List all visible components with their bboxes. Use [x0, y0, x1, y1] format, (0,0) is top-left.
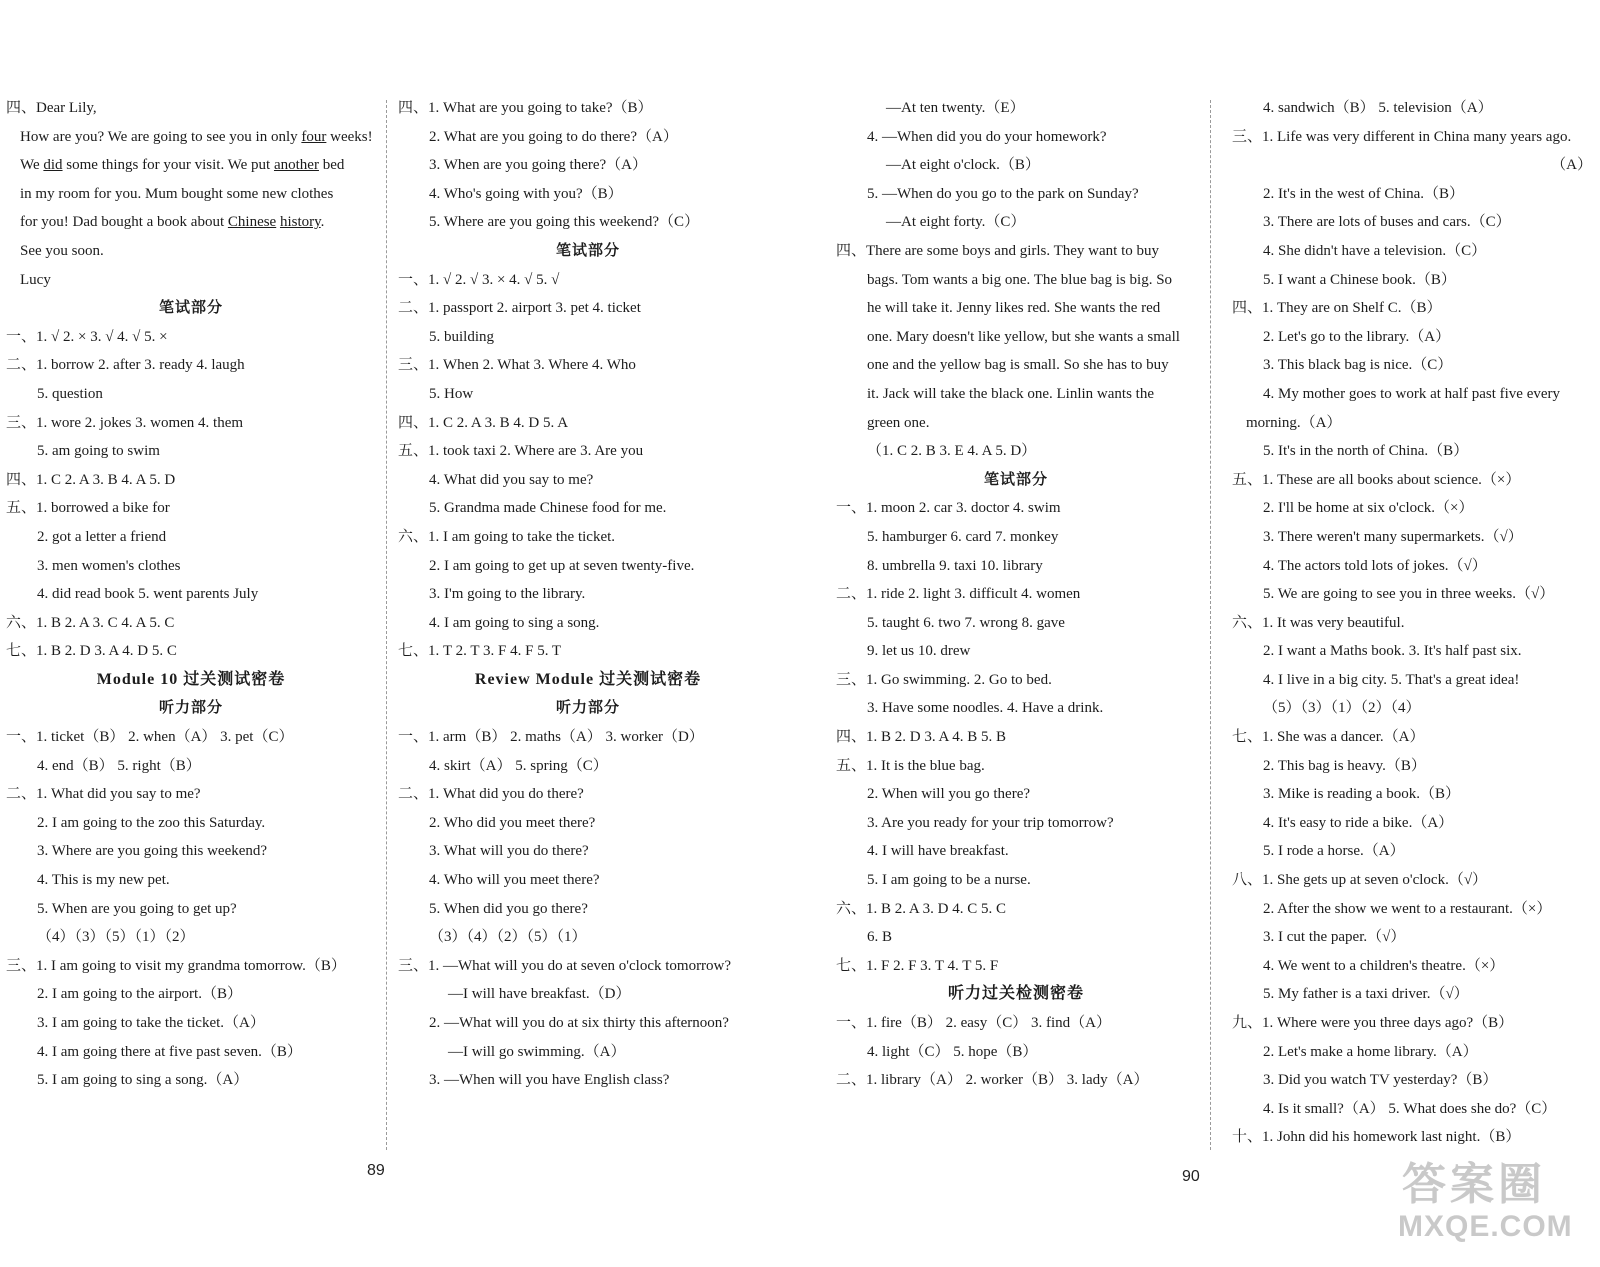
- answer-lines: [6, 294, 376, 1095]
- answer-line: 一、1. ticket（B） 2. when（A） 3. pet（C）: [6, 729, 294, 746]
- answer-line: 3. —When will you have English class?: [429, 1072, 670, 1089]
- answer-line: 2. Let's make a home library.（A）: [1263, 1043, 1478, 1060]
- answer-line: 5. taught 6. two 7. wrong 8. gave: [867, 614, 1065, 631]
- test-title: Module 10 过关测试密卷: [96, 670, 286, 688]
- answer-line: 3. I am going to take the ticket.（A）: [37, 1015, 265, 1031]
- answer-line: 三、1. Go swimming. 2. Go to bed.: [836, 671, 1052, 688]
- answer-line: 四、1. B 2. D 3. A 4. B 5. B: [836, 729, 1007, 746]
- answer-line: 五、1. These are all books about science.（×）: [1232, 471, 1521, 488]
- answer-line: 七、1. F 2. F 3. T 4. T 5. F: [836, 957, 999, 974]
- answer-line: 2. got a letter a friend: [37, 528, 167, 545]
- answer-line: 3. This black bag is nice.（C）: [1263, 357, 1453, 374]
- column-divider: [1210, 100, 1211, 1150]
- answer-line: 4. —When did you do your homework?: [867, 128, 1107, 145]
- answer-line: 8. umbrella 9. taxi 10. library: [867, 557, 1043, 574]
- answer-line: 七、1. B 2. D 3. A 4. D 5. C: [6, 643, 177, 660]
- answer-line: 5. I want a Chinese book.（B）: [1263, 271, 1456, 288]
- answer-line: 4. My mother goes to work at half past five every: [1263, 385, 1561, 402]
- answer-line: 5. building: [429, 328, 495, 345]
- answer-line: 4. Who's going with you?（B）: [429, 185, 623, 202]
- letter-line: for you! Dad bought a book about Chinese history.: [20, 214, 325, 231]
- answer-line: 2. I am going to the zoo this Saturday.: [37, 814, 266, 831]
- answer-line: 2. —What will you do at six thirty this afternoon?: [429, 1015, 729, 1031]
- answer-line: 4. Is it small?（A） 5. What does she do?（C）: [1263, 1100, 1557, 1117]
- answer-line: 4. The actors told lots of jokes.（√）: [1263, 557, 1487, 574]
- answer-line: 六、1. It was very beautiful.: [1232, 614, 1405, 631]
- column-2: [398, 94, 778, 1095]
- answer-line: —At ten twenty.（E）: [886, 100, 1025, 116]
- page-number-right: 90: [1182, 1168, 1200, 1185]
- answer-line: 三、1. —What will you do at seven o'clock tomorrow?: [398, 957, 732, 974]
- answer-line: 5. am going to swim: [37, 443, 160, 460]
- answer-line: 一、1. moon 2. car 3. doctor 4. swim: [836, 500, 1061, 517]
- answer-line: 二、1. borrow 2. after 3. ready 4. laugh: [6, 357, 245, 374]
- answer-line: 4. I am going to sing a song.: [429, 614, 600, 631]
- letter: [6, 94, 376, 294]
- answer-line: 4. skirt（A） 5. spring（C）: [429, 757, 608, 774]
- answer-line: 七、1. T 2. T 3. F 4. F 5. T: [398, 643, 562, 660]
- answer-line: 五、1. borrowed a bike for: [6, 500, 170, 517]
- letter-line: We did some things for your visit. We put another bed: [20, 157, 345, 174]
- answer-line: 四、1. C 2. A 3. B 4. D 5. A: [398, 414, 569, 431]
- answer-line: 5. When are you going to get up?: [37, 900, 237, 917]
- answer-line: 2. Let's go to the library.（A）: [1263, 328, 1451, 345]
- answer-line: 5. When did you go there?: [429, 900, 588, 917]
- answer-line: 4. I am going there at five past seven.（B）: [37, 1043, 302, 1060]
- answer-line: one and the yellow bag is small. So she has to buy: [867, 357, 1169, 374]
- answer-line: 3. Did you watch TV yesterday?（B）: [1263, 1072, 1498, 1089]
- answer-line: 一、1. √ 2. × 3. √ 4. √ 5. ×: [6, 328, 168, 345]
- answer-line: 5. I am going to be a nurse.: [867, 872, 1031, 889]
- answer-line: 八、1. She gets up at seven o'clock.（√）: [1232, 872, 1488, 889]
- answer-line: 六、1. I am going to take the ticket.: [398, 528, 616, 545]
- answer-line: 三、1. I am going to visit my grandma tomorrow.（B）: [6, 957, 346, 974]
- answer-line: 四、1. They are on Shelf C.（B）: [1232, 300, 1442, 317]
- section-title: 笔试部分: [158, 300, 223, 317]
- answer-line: （1. C 2. B 3. E 4. A 5. D）: [867, 443, 1037, 460]
- answer-line: —I will go swimming.（A）: [448, 1043, 626, 1060]
- answer-line: 3. Where are you going this weekend?: [37, 843, 268, 860]
- letter-line: How are you? We are going to see you in only four weeks!: [20, 128, 373, 145]
- answer-line: 2. I'll be home at six o'clock.（×）: [1263, 500, 1474, 517]
- answer-line: —At eight o'clock.（B）: [886, 157, 1040, 174]
- answer-line: 5. It's in the north of China.（B）: [1263, 443, 1469, 460]
- answer-line: 3. men women's clothes: [37, 557, 181, 574]
- watermark-logo: 答案圈: [1402, 1160, 1546, 1209]
- answer-line: 二、1. What did you do there?: [398, 786, 584, 803]
- answer-line: 四、1. C 2. A 3. B 4. A 5. D: [6, 471, 176, 488]
- answer-line: 3. When are you going there?（A）: [429, 157, 647, 174]
- answer-line: 四、There are some boys and girls. They want to buy: [836, 242, 1159, 259]
- answer-line: it. Jack will take the black one. Linlin wants the: [867, 385, 1155, 402]
- answer-line: 5. —When do you go to the park on Sunday?: [867, 185, 1139, 202]
- answer-line: 5. I am going to sing a song.（A）: [37, 1072, 249, 1089]
- test-title: 听力过关检测密卷: [947, 985, 1084, 1003]
- answer-line: 3. There are lots of buses and cars.（C）: [1263, 214, 1511, 231]
- answer-line: morning.（A）: [1246, 414, 1342, 431]
- column-divider: [386, 100, 387, 1150]
- answer-line: 4. She didn't have a television.（C）: [1263, 242, 1487, 259]
- answer-line: 四、1. What are you going to take?（B）: [398, 100, 653, 116]
- answer-line: 4. It's easy to ride a bike.（A）: [1263, 814, 1454, 831]
- answer-line: —I will have breakfast.（D）: [448, 986, 631, 1003]
- answer-line: 七、1. She was a dancer.（A）: [1232, 729, 1425, 746]
- answer-line: 4. I will have breakfast.: [867, 843, 1009, 860]
- column-1: [6, 94, 376, 1095]
- test-title: Review Module 过关测试密卷: [474, 670, 702, 688]
- answer-line: （4）（3）（5）（1）（2）: [37, 929, 195, 946]
- answer-line: 六、1. B 2. A 3. D 4. C 5. C: [836, 900, 1007, 917]
- answer-line: 6. B: [867, 929, 893, 946]
- answer-line: 3. There weren't many supermarkets.（√）: [1263, 528, 1523, 545]
- answer-line: 4. light（C） 5. hope（B）: [867, 1043, 1038, 1060]
- answer-line: 一、1. fire（B） 2. easy（C） 3. find（A）: [836, 1015, 1111, 1031]
- answer-line: 一、1. arm（B） 2. maths（A） 3. worker（D）: [398, 729, 704, 746]
- answer-line: bags. Tom wants a big one. The blue bag is big. So: [867, 271, 1173, 288]
- answer-line: 二、1. library（A） 2. worker（B） 3. lady（A）: [836, 1072, 1149, 1089]
- answer-line: 2. This bag is heavy.（B）: [1263, 757, 1426, 774]
- answer-line: 2. What are you going to do there?（A）: [429, 128, 678, 145]
- answer-line: 3. I cut the paper.（√）: [1263, 929, 1406, 946]
- answer-lines: [1232, 94, 1596, 1152]
- answer-line: 一、1. √ 2. √ 3. × 4. √ 5. √: [398, 271, 560, 288]
- column-4: [1232, 94, 1596, 1152]
- answer-line: green one.: [867, 414, 930, 431]
- column-3: [836, 94, 1196, 1095]
- letter-closing: See you soon.: [20, 242, 104, 259]
- answer-line: —At eight forty.（C）: [886, 214, 1026, 231]
- answer-line: he will take it. Jenny likes red. She wants the red: [867, 300, 1161, 317]
- answer-line: 5. My father is a taxi driver.（√）: [1263, 986, 1469, 1003]
- answer-line: 五、1. It is the blue bag.: [836, 757, 985, 774]
- answer-line: 5. How: [429, 385, 474, 402]
- answer-line: 4. We went to a children's theatre.（×）: [1263, 957, 1505, 974]
- answer-line: one. Mary doesn't like yellow, but she wants a small: [867, 328, 1180, 345]
- answer-line: 4. This is my new pet.: [37, 872, 170, 889]
- answer-line: 2. After the show we went to a restaurant.（×）: [1263, 900, 1552, 917]
- answer-line: 5. Grandma made Chinese food for me.: [429, 500, 667, 517]
- answer-line: 3. Mike is reading a book.（B）: [1263, 786, 1461, 803]
- answer-line: 9. let us 10. drew: [867, 643, 971, 660]
- watermark-url: MXQE.COM: [1398, 1210, 1573, 1243]
- answer-line: 2. I am going to the airport.（B）: [37, 986, 242, 1003]
- answer-lines: [398, 94, 778, 1095]
- answer-line: （3）（4）（2）（5）（1）: [429, 929, 587, 946]
- letter-greeting: 四、Dear Lily,: [6, 100, 97, 116]
- answer-line: 5. I rode a horse.（A）: [1263, 843, 1405, 860]
- answer-line: 3. I'm going to the library.: [429, 586, 586, 603]
- answer-line: 2. Who did you meet there?: [429, 814, 596, 831]
- section-title: 听力部分: [158, 700, 223, 717]
- answer-line: 4. sandwich（B） 5. television（A）: [1263, 100, 1493, 116]
- section-title: 笔试部分: [983, 471, 1048, 488]
- answer-line: （5）（3）（1）（2）（4）: [1263, 700, 1421, 717]
- answer-line: 5. Where are you going this weekend?（C）: [429, 214, 700, 231]
- answer-line: 2. I want a Maths book. 3. It's half past six.: [1263, 643, 1522, 660]
- answer-line: 二、1. ride 2. light 3. difficult 4. women: [836, 586, 1081, 603]
- answer-line: 十、1. John did his homework last night.（B）: [1232, 1129, 1521, 1146]
- answer-line: 3. What will you do there?: [429, 843, 589, 860]
- answer-line: 3. Have some noodles. 4. Have a drink.: [867, 700, 1104, 717]
- section-title: 听力部分: [555, 700, 620, 717]
- answer-line: 三、1. wore 2. jokes 3. women 4. them: [6, 414, 244, 431]
- answer-line: 3. Are you ready for your trip tomorrow?: [867, 814, 1114, 831]
- answer-lines: [836, 94, 1196, 1095]
- answer-line: 4. I live in a big city. 5. That's a great idea!: [1263, 671, 1520, 688]
- answer-line: 九、1. Where were you three days ago?（B）: [1232, 1015, 1514, 1031]
- answer-line: 4. did read book 5. went parents July: [37, 586, 259, 603]
- answer-line: 4. end（B） 5. right（B）: [37, 757, 201, 774]
- answer-line: 二、1. passport 2. airport 3. pet 4. ticket: [398, 300, 641, 317]
- answer-line: 5. We are going to see you in three weeks.（√）: [1263, 586, 1555, 603]
- answer-line: 五、1. took taxi 2. Where are 3. Are you: [398, 443, 644, 460]
- answer-line: 5. question: [37, 385, 103, 402]
- page-number-left: 89: [367, 1162, 385, 1179]
- section-title: 笔试部分: [555, 242, 620, 259]
- letter-line: in my room for you. Mum bought some new clothes: [20, 185, 334, 202]
- answer-line: 三、1. Life was very different in China many years ago.: [1232, 128, 1572, 145]
- answer-line: 二、1. What did you say to me?: [6, 786, 201, 803]
- letter-signature: Lucy: [20, 271, 51, 288]
- answer-line: 六、1. B 2. A 3. C 4. A 5. C: [6, 614, 175, 631]
- answer-line: 4. What did you say to me?: [429, 471, 594, 488]
- answer-line: 2. It's in the west of China.（B）: [1263, 185, 1465, 202]
- answer-line: 2. When will you go there?: [867, 786, 1031, 803]
- answer-line: 5. hamburger 6. card 7. monkey: [867, 528, 1059, 545]
- answer-line: 4. Who will you meet there?: [429, 872, 600, 889]
- answer-line-continuation: （A）: [1551, 157, 1592, 174]
- answer-line: 三、1. When 2. What 3. Where 4. Who: [398, 357, 636, 374]
- answer-line: 2. I am going to get up at seven twenty-five.: [429, 557, 695, 574]
